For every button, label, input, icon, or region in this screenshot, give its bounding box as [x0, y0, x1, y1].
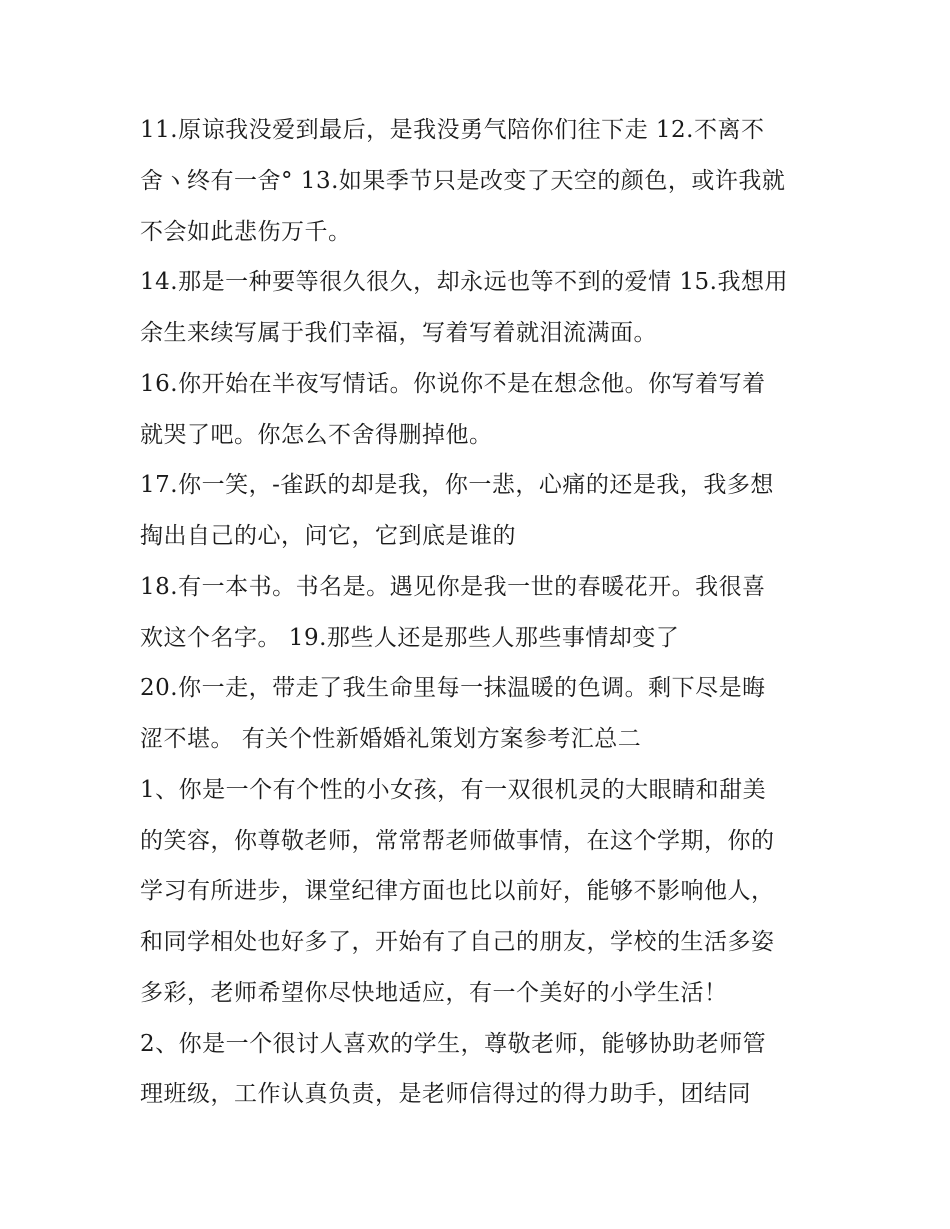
text-line: 舍ヽ终有一舍° 13.如果季节只是改变了天空的颜色，或许我就	[140, 168, 786, 194]
text-line: 2、你是一个很讨人喜欢的学生，尊敬老师，能够协助老师管	[140, 1031, 767, 1057]
text-line: 学习有所进步，课堂纪律方面也比以前好，能够不影响他人，	[140, 878, 775, 904]
text-line: 余生来续写属于我们幸福，写着写着就泪流满面。	[140, 320, 657, 346]
text-line: 18.有一本书。书名是。遇见你是我一世的春暖花开。我很喜	[140, 574, 766, 600]
text-line: 欢这个名字。 19.那些人还是那些人那些事情却变了	[140, 625, 680, 651]
text-line: 就哭了吧。你怎么不舍得删掉他。	[140, 422, 493, 448]
text-line: 1、你是一个有个性的小女孩，有一双很机灵的大眼睛和甜美	[140, 777, 767, 803]
text-line: 11.原谅我没爱到最后，是我没勇气陪你们往下走 12.不离不	[140, 117, 765, 143]
text-line: 涩不堪。 有关个性新婚婚礼策划方案参考汇总二	[140, 726, 642, 752]
text-line: 多彩，老师希望你尽快地适应，有一个美好的小学生活！	[140, 980, 728, 1006]
text-line: 掏出自己的心，问它，它到底是谁的	[140, 523, 516, 549]
text-line: 理班级，工作认真负责，是老师信得过的得力助手，团结同	[140, 1081, 751, 1107]
text-line: 和同学相处也好多了，开始有了自己的朋友，学校的生活多姿	[140, 929, 775, 955]
text-line: 14.那是一种要等很久很久，却永远也等不到的爱情 15.我想用	[140, 269, 788, 295]
text-line: 不会如此悲伤万千。	[140, 219, 352, 245]
text-line: 的笑容，你尊敬老师，常常帮老师做事情，在这个学期，你的	[140, 828, 775, 854]
text-line: 16.你开始在半夜写情话。你说你不是在想念他。你写着写着	[140, 371, 766, 397]
text-line: 17.你一笑，-雀跃的却是我，你一悲，心痛的还是我，我多想	[140, 472, 774, 498]
text-line: 20.你一走，带走了我生命里每一抹温暖的色调。剩下尽是晦	[140, 675, 766, 701]
